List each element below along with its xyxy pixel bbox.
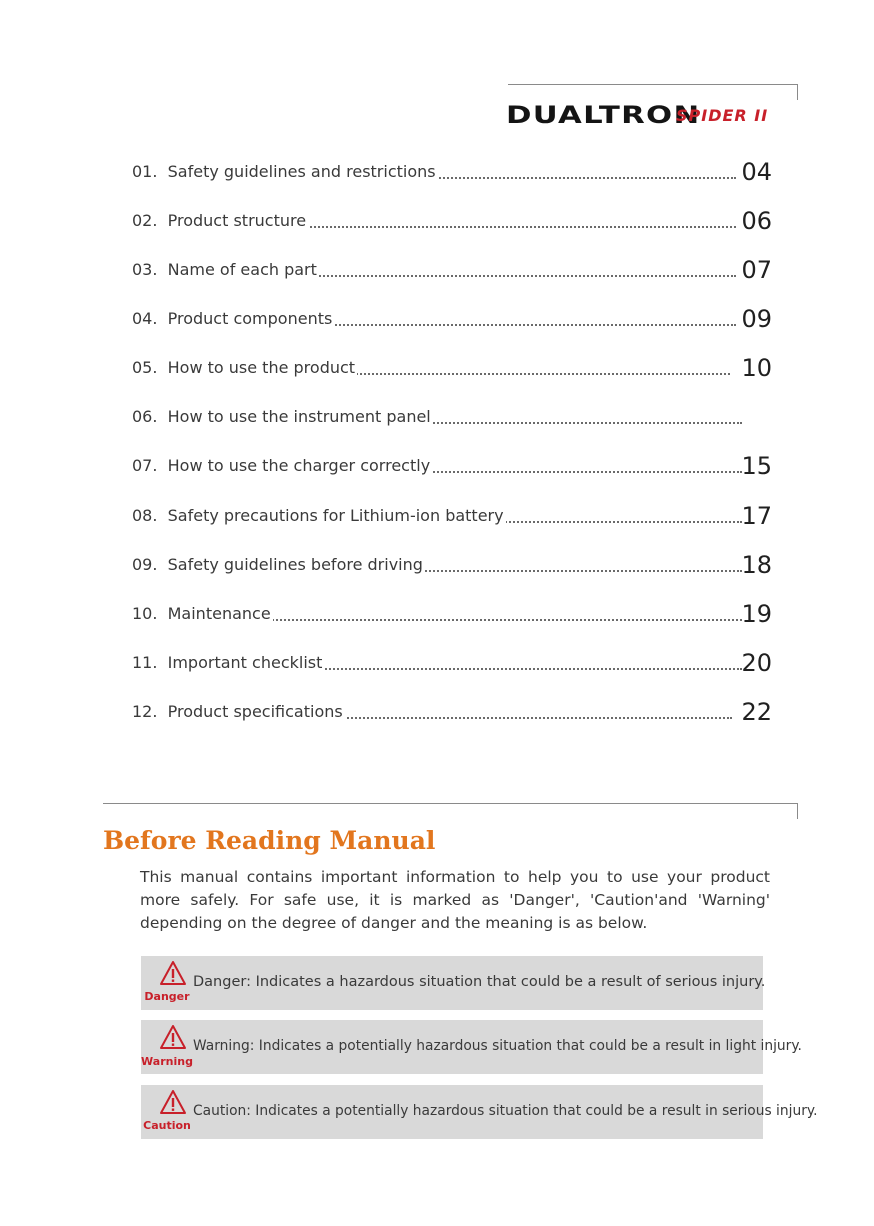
section-rule <box>103 803 797 804</box>
toc-entry-page: 04 <box>741 158 772 186</box>
toc-entry-label <box>132 456 432 475</box>
toc-entry-number: 07. <box>132 456 158 475</box>
intro-paragraph: This manual contains important information to help you to use your product more safely. For safe use, it is marked as 'Danger', 'Caution'and 'Warning' depending on the degree of danger and the meaning is as below. <box>140 868 770 932</box>
toc-entry-label <box>132 260 319 279</box>
toc-entry-title: Product components <box>167 309 333 328</box>
toc-entry-title: How to use the charger correctly <box>167 456 431 475</box>
brand-logo-sub: SPIDER II <box>676 106 769 125</box>
toc-leader <box>414 421 742 424</box>
toc-entry-title: Important checklist <box>167 653 323 672</box>
toc-entry-label <box>132 653 324 672</box>
toc-entry-page: 06 <box>741 207 772 235</box>
toc-entry-label <box>132 211 308 230</box>
toc-leader <box>340 372 730 375</box>
toc-entry-title: How to use the instrument panel <box>167 407 431 426</box>
toc-entry-number: 08. <box>132 506 158 525</box>
toc-entry-title: Product structure <box>167 211 307 230</box>
toc-entry-title: Safety guidelines before driving <box>167 555 423 574</box>
section-rule-tick <box>797 803 798 819</box>
notice-tag: Danger <box>144 990 190 1003</box>
toc-entry-label <box>132 506 506 525</box>
toc-entry[interactable] <box>132 354 772 384</box>
toc-entry-title: Maintenance <box>167 604 271 623</box>
toc-entry[interactable] <box>132 452 772 482</box>
toc-entry[interactable] <box>132 698 772 728</box>
toc-leader <box>310 667 742 670</box>
header-rule <box>508 84 798 85</box>
toc-entry-number: 02. <box>132 211 158 230</box>
toc-entry-page: 20 <box>741 649 772 677</box>
toc-entry-title: How to use the product <box>167 358 356 377</box>
toc-entry[interactable] <box>132 158 772 188</box>
warning-triangle-icon <box>159 1089 187 1115</box>
toc-entry-number: 05. <box>132 358 158 377</box>
toc-entry-number: 10. <box>132 604 158 623</box>
toc-entry-page: 10 <box>741 354 772 382</box>
toc-entry-page: 15 <box>741 452 772 480</box>
warning-triangle-icon <box>159 1024 187 1050</box>
toc-leader <box>324 323 736 326</box>
toc-entry[interactable] <box>132 502 772 532</box>
notice-text: Danger: Indicates a hazardous situation that could be a result of serious injury. <box>193 974 766 990</box>
toc-entry-label <box>132 555 425 574</box>
toc-entry-page: 18 <box>741 551 772 579</box>
section-title: Before Reading Manual <box>103 826 436 855</box>
toc-entry[interactable] <box>132 256 772 286</box>
toc-entry-page: 07 <box>741 256 772 284</box>
toc-entry-label <box>132 162 438 181</box>
toc-entry[interactable] <box>132 305 772 335</box>
toc-entry-title: Safety guidelines and restrictions <box>167 162 436 181</box>
toc-entry-title: Safety precautions for Lithium-ion battery <box>167 506 504 525</box>
warning-triangle-icon <box>159 960 187 986</box>
toc-entry-number: 12. <box>132 702 158 721</box>
brand-logo <box>506 100 790 130</box>
toc-entry[interactable] <box>132 551 772 581</box>
toc-entry-number: 09. <box>132 555 158 574</box>
toc-entry-title: Name of each part <box>167 260 317 279</box>
toc-leader <box>298 225 736 228</box>
notice-tag: Caution <box>143 1119 191 1132</box>
toc-entry-number: 01. <box>132 162 158 181</box>
toc-leader <box>402 569 742 572</box>
toc-leader <box>308 274 736 277</box>
toc-entry[interactable] <box>132 207 772 237</box>
notice-text: Caution: Indicates a potentially hazardous situation that could be a result in serious injury. <box>193 1103 818 1119</box>
notice-text: Warning: Indicates a potentially hazardous situation that could be a result in light injury. <box>193 1038 802 1054</box>
notice-warning <box>141 1020 802 1074</box>
toc-entry-page: 19 <box>741 600 772 628</box>
toc-entry-page: 17 <box>741 502 772 530</box>
toc-entry[interactable] <box>132 403 772 433</box>
toc-leader <box>482 520 742 523</box>
toc-leader <box>332 716 732 719</box>
notice-tag: Warning <box>141 1055 193 1068</box>
toc-entry[interactable] <box>132 600 772 630</box>
toc-entry-label <box>132 702 345 721</box>
toc-entry-label <box>132 309 334 328</box>
toc-entry-title: Product specifications <box>167 702 343 721</box>
toc-entry-number: 06. <box>132 407 158 426</box>
toc-entry-number: 03. <box>132 260 158 279</box>
toc-leader <box>416 176 736 179</box>
toc-entry[interactable] <box>132 649 772 679</box>
toc-entry-label <box>132 358 357 377</box>
toc-entry-label <box>132 604 273 623</box>
toc-leader <box>264 618 742 621</box>
header-rule-tick <box>797 84 798 100</box>
toc-entry-number: 11. <box>132 653 158 672</box>
toc-entry-page: 22 <box>741 698 772 726</box>
toc-leader <box>414 470 742 473</box>
notice-caution <box>141 1085 818 1139</box>
notice-danger <box>141 956 766 1010</box>
toc-entry-number: 04. <box>132 309 158 328</box>
brand-logo-main: DUALTRON <box>506 101 701 129</box>
toc-entry-label <box>132 407 433 426</box>
toc-entry-page: 09 <box>741 305 772 333</box>
